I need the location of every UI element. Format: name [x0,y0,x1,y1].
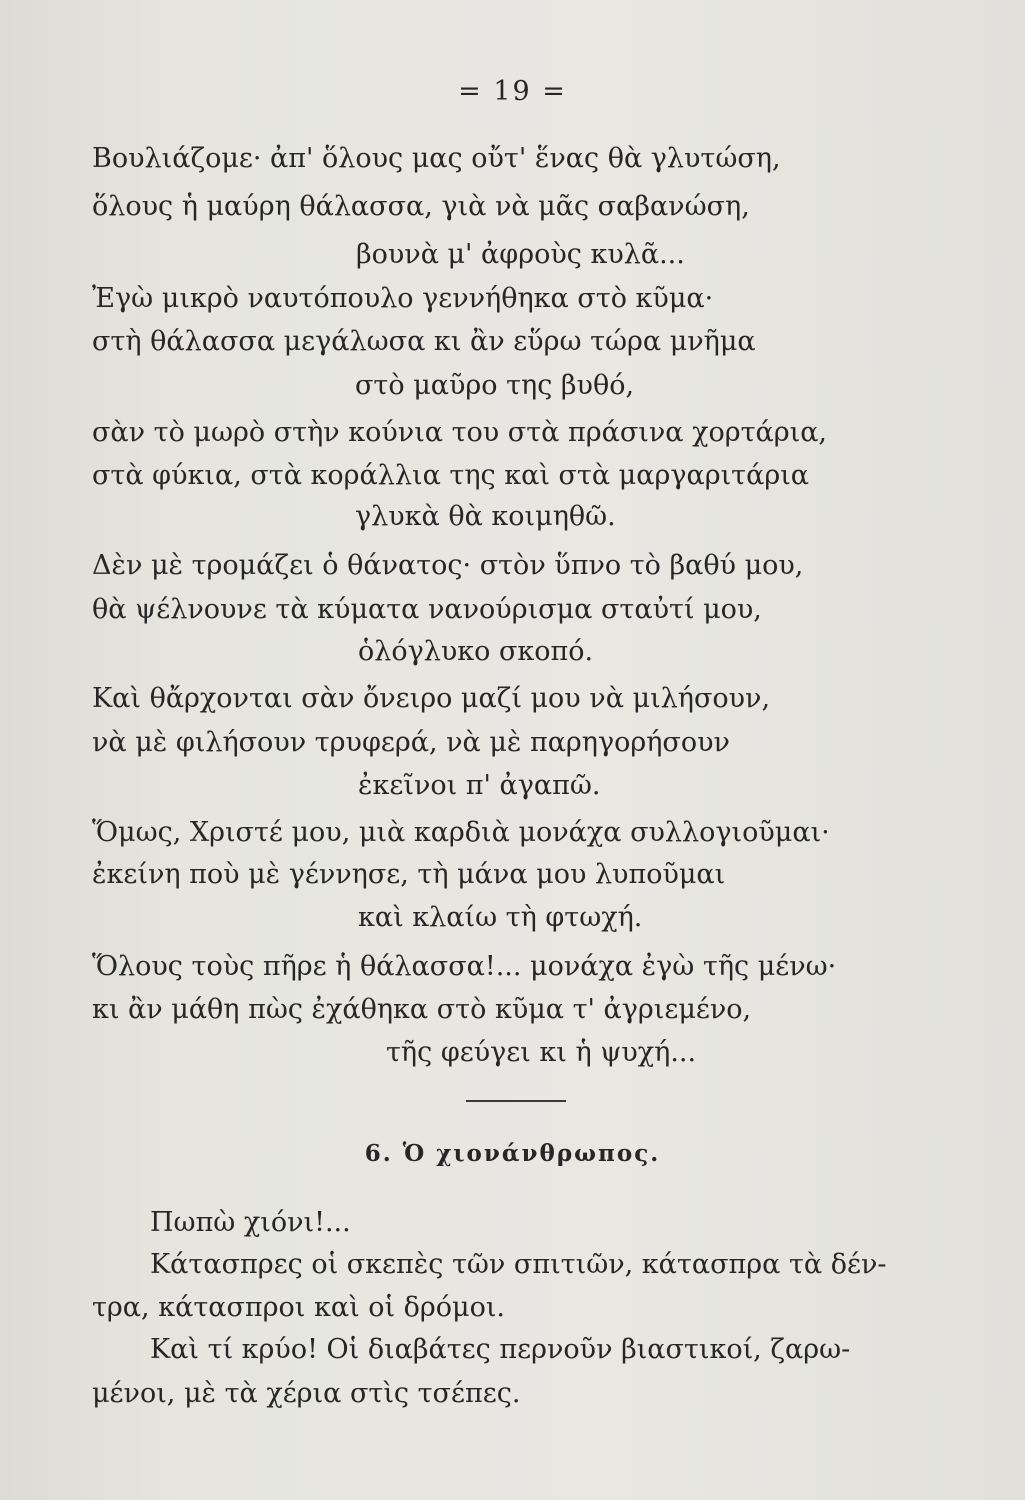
prose-line: Πωπὼ χιόνι!... [150,1207,351,1238]
poem-line: θὰ ψέλνουνε τὰ κύματα νανούρισμα σταὐτί μου, [92,594,762,625]
poem-line: ὅλους ἡ μαύρη θάλασσα, γιὰ νὰ μᾶς σαβανώση, [92,191,750,222]
poem-line: Βουλιάζομε· ἀπ' ὅλους μας οὔτ' ἕνας θὰ γλυτώση, [92,143,781,174]
poem-line: σὰν τὸ μωρὸ στὴν κούνια του στὰ πράσινα χορτάρια, [92,417,828,448]
section-title: 6. Ὁ χιονάνθρωπος. [364,1140,661,1167]
prose-line: τρα, κάτασπροι καὶ οἱ δρόμοι. [92,1292,506,1323]
section-divider [466,1100,566,1102]
poem-line: Δὲν μὲ τρομάζει ὁ θάνατος· στὸν ὕπνο τὸ βαθύ μου, [92,550,804,581]
prose-line: Καὶ τί κρύο! Οἱ διαβάτες περνοῦν βιαστικοί, ζαρω- [150,1334,851,1365]
poem-line: νὰ μὲ φιλήσουν τρυφερά, νὰ μὲ παρηγορήσουν [92,727,730,758]
poem-line: Καὶ θἄρχονται σὰν ὄνειρο μαζί μου νὰ μιλήσουν, [92,683,771,714]
poem-line: στὴ θάλασσα μεγάλωσα κι ἂν εὕρω τώρα μνῆμα [92,326,756,357]
poem-line: Ὅλους τοὺς πῆρε ἡ θάλασσα!... μονάχα ἐγὼ τῆς μένω· [92,951,837,982]
poem-line: Ὅμως, Χριστέ μου, μιὰ καρδιὰ μονάχα συλλογιοῦμαι· [92,817,830,848]
poem-line: κι ἂν μάθη πὼς ἐχάθηκα στὸ κῦμα τ' ἀγριεμένο, [92,994,752,1025]
prose-line: μένοι, μὲ τὰ χέρια στὶς τσέπες. [92,1378,521,1409]
page-number: = 19 = [458,76,567,107]
poem-line: στὸ μαῦρο της βυθό, [355,370,635,401]
poem-line: στὰ φύκια, στὰ κοράλλια της καὶ στὰ μαργαριτάρια [92,460,810,491]
poem-line: Ἐγὼ μικρὸ ναυτόπουλο γεννήθηκα στὸ κῦμα· [92,283,714,314]
poem-line: καὶ κλαίω τὴ φτωχή. [358,902,643,933]
poem-line: ἐκείνη ποὺ μὲ γέννησε, τὴ μάνα μου λυποῦμαι [92,859,726,890]
poem-line: τῆς φεύγει κι ἡ ψυχή... [386,1037,697,1068]
poem-line: ὁλόγλυκο σκοπό. [358,636,594,667]
poem-line: γλυκὰ θὰ κοιμηθῶ. [355,501,616,532]
poem-line: ἐκεῖνοι π' ἀγαπῶ. [358,770,601,801]
poem-line: βουνὰ μ' ἀφροὺς κυλᾶ... [356,239,685,270]
prose-line: Κάτασπρες οἱ σκεπὲς τῶν σπιτιῶν, κάτασπρα τὰ δέν- [150,1249,887,1280]
